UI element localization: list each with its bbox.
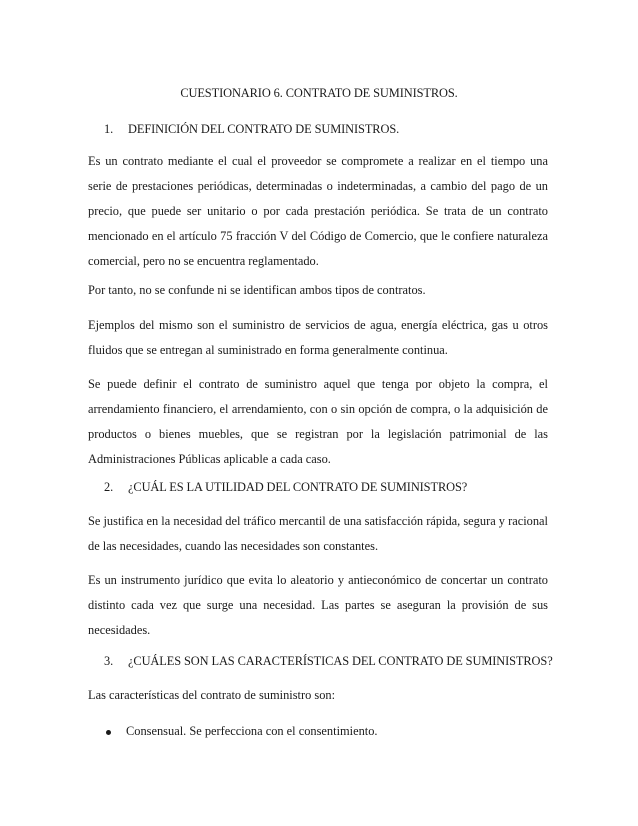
paragraph: Las características del contrato de suministro son: — [88, 688, 336, 702]
section-heading-text: ¿CUÁL ES LA UTILIDAD DEL CONTRATO DE SUMINISTROS? — [128, 480, 468, 494]
paragraph: Se justifica en la necesidad del tráfico mercantil de una satisfacción rápida, segura y racional de las necesidades, cuando las necesidades son constantes. — [88, 514, 548, 553]
paragraph: Ejemplos del mismo son el suministro de servicios de agua, energía eléctrica, gas u otros fluidos que se entregan al suministrado en forma generalmente continua. — [88, 318, 548, 357]
bullet-icon — [106, 730, 111, 735]
paragraph: Es un contrato mediante el cual el proveedor se compromete a realizar en el tiempo una serie de prestaciones periódicas, determinadas o indeterminadas, a cambio del pago de un precio, que puede ser unitario o por cada prestación periódica. Se trata de un contrato mencionado en el artículo 75 fracción V del Código de Comercio, que le confiere naturaleza comercial, pero no se encuentra reglamentado. — [88, 154, 548, 268]
section-number: 2. — [104, 480, 114, 494]
section-number: 1. — [104, 122, 114, 136]
section-number: 3. — [104, 654, 114, 668]
paragraph: Es un instrumento jurídico que evita lo aleatorio y antieconómico de concertar un contrato distinto cada vez que surge una necesidad. Las partes se aseguran la provisión de sus necesidades. — [88, 573, 548, 637]
document-title: CUESTIONARIO 6. CONTRATO DE SUMINISTROS. — [180, 86, 458, 100]
paragraph: Se puede definir el contrato de suministro aquel que tenga por objeto la compra, el arrendamiento financiero, el arrendamiento, con o sin opción de compra, o la adquisición de productos o bienes muebles, que se registran por la legislación patrimonial de las Administraciones Públicas aplicable a cada caso. — [88, 377, 548, 466]
bullet-text: Consensual. Se perfecciona con el consentimiento. — [126, 724, 378, 738]
paragraph: Por tanto, no se confunde ni se identifican ambos tipos de contratos. — [88, 283, 426, 297]
section-heading-text: ¿CUÁLES SON LAS CARACTERÍSTICAS DEL CONTRATO DE SUMINISTROS? — [128, 654, 553, 668]
section-heading-text: DEFINICIÓN DEL CONTRATO DE SUMINISTROS. — [128, 122, 400, 136]
